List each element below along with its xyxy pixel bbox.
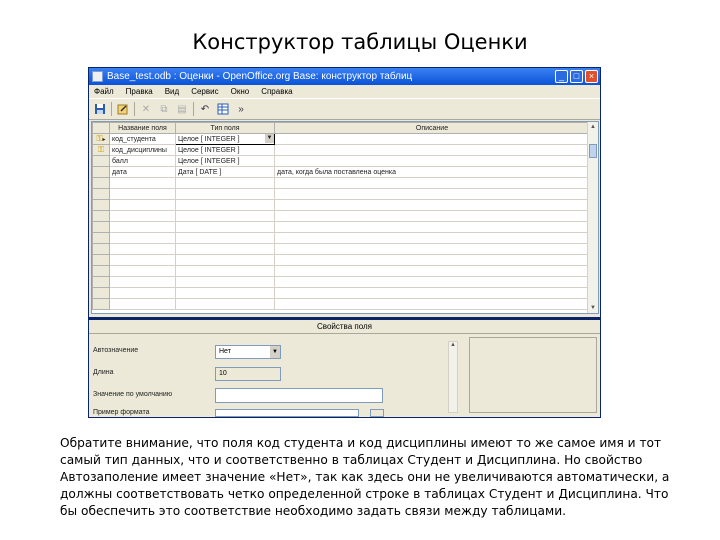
save-icon[interactable] [93, 102, 107, 116]
menu-help[interactable]: Справка [261, 87, 293, 96]
table-row[interactable] [93, 189, 590, 200]
autovalue-label: Автозначение [93, 347, 139, 354]
window-title: Base_test.odb : Оценки - OpenOffice.org Base: конструктор таблиц [107, 71, 413, 82]
row-selector[interactable] [93, 178, 110, 189]
field-type-cell[interactable] [176, 277, 275, 288]
toolbar-separator [134, 102, 135, 116]
row-selector[interactable] [93, 288, 110, 299]
toolbar-separator [193, 102, 194, 116]
field-type-cell[interactable] [176, 299, 275, 310]
column-header-field-type[interactable]: Тип поля [176, 123, 275, 134]
scroll-thumb[interactable] [589, 144, 597, 158]
help-text-pane [469, 337, 597, 413]
row-selector[interactable] [93, 299, 110, 310]
row-selector[interactable] [93, 255, 110, 266]
table-row[interactable] [93, 244, 590, 255]
description-cell[interactable] [275, 222, 590, 233]
field-properties-panel [89, 321, 600, 417]
minimize-button[interactable]: _ [555, 70, 568, 83]
description-cell[interactable] [275, 233, 590, 244]
chevron-down-icon[interactable]: ▼ [270, 346, 280, 358]
index-design-icon[interactable] [216, 102, 230, 116]
edit-icon[interactable] [116, 102, 130, 116]
row-selector[interactable] [93, 233, 110, 244]
row-selector[interactable] [93, 145, 110, 156]
row-selector-header [93, 123, 110, 134]
row-selector[interactable]: ⚿▸ [93, 134, 110, 145]
field-type-cell[interactable] [176, 255, 275, 266]
scroll-down-arrow-icon[interactable]: ▼ [590, 305, 596, 311]
toolbar-separator [111, 102, 112, 116]
description-cell[interactable]: дата, когда была поставлена оценка [275, 167, 590, 178]
menu-edit[interactable]: Правка [125, 87, 153, 96]
field-name-cell[interactable] [110, 222, 176, 233]
chevron-down-icon[interactable]: ▼ [266, 135, 273, 141]
row-selector[interactable] [93, 189, 110, 200]
field-type-cell[interactable] [176, 134, 275, 145]
table-row[interactable] [93, 134, 590, 145]
description-cell[interactable] [275, 288, 590, 299]
default-value-input[interactable] [215, 388, 383, 403]
menu-file[interactable]: Файл [94, 87, 114, 96]
field-type-cell[interactable]: Целое [ INTEGER ] [176, 145, 275, 156]
field-name-cell[interactable] [110, 211, 176, 222]
length-label: Длина [93, 369, 114, 376]
description-cell[interactable] [275, 134, 590, 145]
format-example-field[interactable] [215, 409, 359, 417]
table-row[interactable] [93, 233, 590, 244]
menu-tools[interactable]: Сервис [191, 87, 219, 96]
field-name-cell[interactable]: дата [110, 167, 176, 178]
table-row[interactable] [93, 255, 590, 266]
row-selector[interactable] [93, 277, 110, 288]
description-cell[interactable] [275, 277, 590, 288]
primary-key-icon: ⚿ [97, 145, 105, 154]
field-type-cell[interactable]: Дата [ DATE ] [176, 167, 275, 178]
table-row[interactable] [93, 211, 590, 222]
table-row[interactable] [93, 200, 590, 211]
field-name-cell[interactable]: код_дисциплины [110, 145, 176, 156]
description-cell[interactable] [275, 255, 590, 266]
field-type-cell[interactable] [176, 222, 275, 233]
row-selector[interactable] [93, 167, 110, 178]
close-button[interactable]: × [585, 70, 598, 83]
field-type-cell[interactable] [176, 200, 275, 211]
properties-header: Свойства поля [89, 321, 600, 334]
row-selector[interactable] [93, 222, 110, 233]
field-name-cell[interactable] [110, 200, 176, 211]
description-cell[interactable] [275, 178, 590, 189]
overflow-chevron-icon[interactable]: » [238, 103, 244, 115]
autovalue-select[interactable] [215, 345, 281, 359]
row-selector[interactable] [93, 156, 110, 167]
maximize-button[interactable]: □ [570, 70, 583, 83]
table-row[interactable] [93, 299, 590, 310]
table-row[interactable] [93, 222, 590, 233]
description-cell[interactable] [275, 200, 590, 211]
cut-icon[interactable]: ✕ [141, 103, 151, 115]
table-row[interactable] [93, 167, 590, 178]
field-name-cell[interactable] [110, 288, 176, 299]
app-icon [92, 71, 103, 82]
field-type-cell[interactable] [176, 244, 275, 255]
copy-icon[interactable]: ⧉ [160, 103, 168, 115]
row-selector[interactable] [93, 266, 110, 277]
menu-view[interactable]: Вид [164, 87, 180, 96]
field-name-cell[interactable]: код_студента [110, 134, 176, 145]
menu-window[interactable]: Окно [230, 87, 250, 96]
field-type-cell[interactable] [176, 211, 275, 222]
field-name-cell[interactable] [110, 266, 176, 277]
toolbar [89, 98, 600, 120]
autovalue-selected: Нет [219, 348, 231, 355]
field-name-cell[interactable] [110, 178, 176, 189]
table-row[interactable] [93, 288, 590, 299]
field-name-cell[interactable] [110, 277, 176, 288]
column-header-description[interactable]: Описание [275, 123, 590, 134]
paste-icon[interactable]: ▤ [177, 103, 187, 115]
field-name-cell[interactable] [110, 299, 176, 310]
properties-scrollbar[interactable] [448, 341, 458, 413]
field-type-value: Целое [ INTEGER ] [178, 135, 240, 143]
menubar [89, 85, 600, 98]
row-selector[interactable] [93, 211, 110, 222]
pane-splitter[interactable] [89, 317, 600, 320]
table-row[interactable] [93, 266, 590, 277]
description-cell[interactable] [275, 266, 590, 277]
field-grid [91, 121, 599, 314]
format-example-label: Пример формата [93, 409, 150, 416]
grid-vertical-scrollbar[interactable] [587, 122, 598, 313]
field-name-cell[interactable] [110, 244, 176, 255]
field-type-cell[interactable] [176, 178, 275, 189]
window-titlebar[interactable] [89, 68, 600, 85]
row-selector[interactable] [93, 200, 110, 211]
field-type-cell[interactable] [176, 266, 275, 277]
row-selector[interactable] [93, 244, 110, 255]
slide-body-text: Обратите внимание, что поля код студента и код дисциплины имеют то же самое имя и тот самый тип данных, что и соответственно в таблицах Студент и Дисциплина. Но свойство Автозаполение имеет значение «Нет», так как здесь они не увеличиваются автоматически, а должны соответствовать четко определенной строке в таблицах Студент и Дисциплина. Что бы обеспечить это соответствие необходимо задать связи между таблицами. [60, 436, 670, 518]
scroll-up-arrow-icon[interactable]: ▲ [590, 124, 596, 130]
slide-title: Конструктор таблицы Оценки [192, 30, 528, 54]
table-row[interactable] [93, 156, 590, 167]
table-row[interactable] [93, 277, 590, 288]
undo-icon[interactable]: ↶ [200, 103, 210, 115]
scroll-up-arrow-icon[interactable]: ▲ [450, 342, 456, 348]
table-designer-window [88, 67, 601, 418]
default-value-label: Значение по умолчанию [93, 391, 173, 398]
field-type-cell[interactable] [176, 233, 275, 244]
field-type-cell[interactable]: Целое [ INTEGER ] [176, 156, 275, 167]
description-cell[interactable] [275, 299, 590, 310]
table-row[interactable] [93, 178, 590, 189]
field-name-cell[interactable] [110, 233, 176, 244]
description-cell[interactable] [275, 145, 590, 156]
primary-key-icon: ⚿ [96, 134, 103, 143]
field-name-cell[interactable]: балл [110, 156, 176, 167]
field-type-cell[interactable] [176, 288, 275, 299]
length-field[interactable]: 10 [215, 367, 281, 381]
description-cell[interactable] [275, 244, 590, 255]
description-cell[interactable] [275, 156, 590, 167]
table-row[interactable] [93, 145, 590, 156]
column-header-field-name[interactable]: Название поля [110, 123, 176, 134]
field-type-cell[interactable] [176, 189, 275, 200]
description-cell[interactable] [275, 189, 590, 200]
description-cell[interactable] [275, 211, 590, 222]
field-name-cell[interactable] [110, 189, 176, 200]
field-name-cell[interactable] [110, 255, 176, 266]
format-button[interactable] [370, 409, 384, 417]
